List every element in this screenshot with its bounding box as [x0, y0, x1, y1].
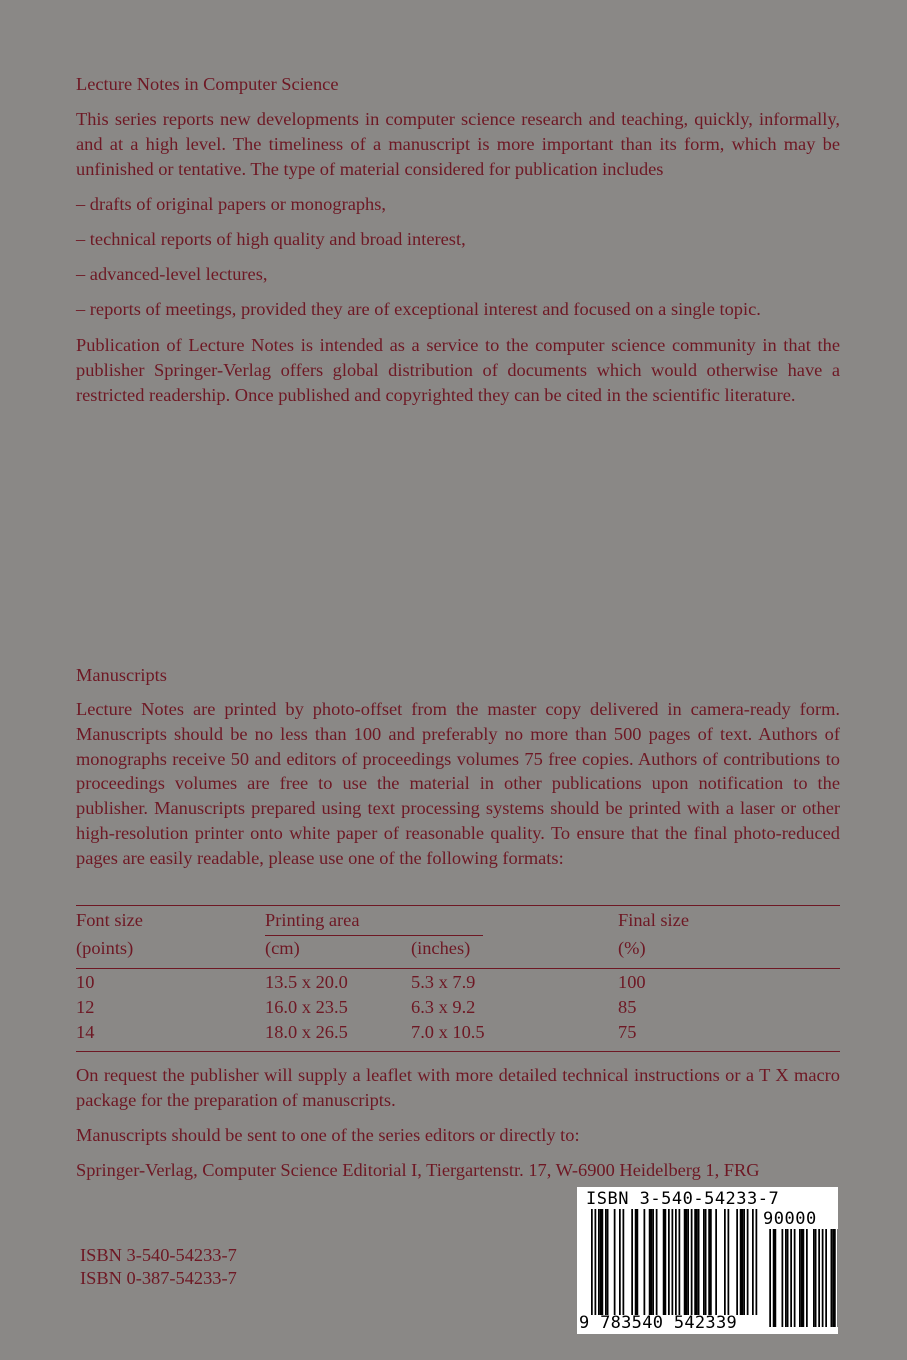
barcode-bar [747, 1209, 749, 1315]
header-inches: (inches) [411, 938, 471, 958]
barcode-addon-bar [822, 1229, 824, 1327]
barcode-addon-bar [785, 1229, 787, 1327]
table-cell-cm: 16.0 x 23.5 [265, 997, 348, 1017]
barcode-addon-bar [799, 1229, 801, 1327]
table-cell-inches: 5.3 x 7.9 [411, 972, 476, 992]
list-item: – technical reports of high quality and broad interest, [76, 229, 466, 249]
barcode-bar [694, 1209, 696, 1315]
barcode-addon-bar [782, 1229, 784, 1327]
barcode-addon-bar [775, 1229, 777, 1327]
manuscripts-heading: Manuscripts [76, 665, 167, 685]
barcode-price-code: 90000 [763, 1209, 817, 1229]
publisher-address: Springer-Verlag, Computer Science Editorial I, Tiergartenstr. 17, W-6900 Heidelberg 1, FRG [76, 1160, 760, 1180]
header-percent: (%) [618, 938, 646, 958]
barcode-bar [607, 1209, 609, 1315]
manuscripts-paragraph: Lecture Notes are printed by photo-offset from the master copy delivered in camera-ready form. Manuscripts should be no less than 100 and preferably no more than 500 pages of text. Authors of monographs receive 50 and editors of proceedings volumes 75 free copies. Authors of contributions to proceedings volumes are free to use the material in other publications upon notification to the publisher. Manuscripts prepared using text processing systems should be printed with a laser or other high-resolution printer onto white paper of reasonable quality. To ensure that the final photo-reduced pages are easily readable, please use one of the following formats: [76, 699, 840, 868]
publication-paragraph: Publication of Lecture Notes is intended as a service to the computer science community in that the publisher Springer-Verlag offers global distribution of documents which would otherwise have a restricted readership. Once published and copyrighted they can be cited in the scientific literature. [76, 335, 840, 405]
isbn-line-1: ISBN 3-540-54233-7 [80, 1245, 237, 1265]
table-cell-inches: 6.3 x 9.2 [411, 997, 476, 1017]
table-cell-font: 10 [76, 972, 95, 992]
barcode-isbn-label: ISBN 3-540-54233-7 [586, 1189, 780, 1209]
barcode-bar [679, 1209, 681, 1315]
barcode-bar [644, 1209, 646, 1315]
barcode-bar [663, 1209, 665, 1315]
barcode-addon-bar [794, 1229, 796, 1327]
barcode-bar [631, 1209, 633, 1315]
barcode-addon-bar [790, 1229, 792, 1327]
barcode-bar [665, 1209, 667, 1315]
barcode-bar [619, 1209, 621, 1315]
barcode-bar [728, 1209, 730, 1315]
send-paragraph: Manuscripts should be sent to one of the series editors or directly to: [76, 1125, 580, 1145]
list-item: – drafts of original papers or monographs, [76, 194, 387, 214]
barcode-bar [698, 1209, 700, 1315]
table-header-rule [76, 968, 840, 969]
barcode-addon-bar [815, 1229, 817, 1327]
intro-paragraph: This series reports new developments in computer science research and teaching, quickly, informally, and at a high level. The timeliness of a manuscript is more important than its form, which may be unfinished or tentative. The type of material considered for publication includes [76, 109, 840, 179]
barcode-bar [752, 1209, 754, 1315]
barcode-ean-number: 9 783540 542339 [579, 1313, 738, 1333]
header-points: (points) [76, 938, 134, 958]
barcode-addon-bar [834, 1229, 836, 1327]
barcode-bar [686, 1209, 688, 1315]
barcode-bar [649, 1209, 651, 1315]
header-cm: (cm) [265, 938, 300, 958]
barcode-bar [710, 1209, 712, 1315]
barcode-bar [602, 1209, 604, 1315]
table-cell-final: 85 [618, 997, 637, 1017]
barcode-bar [672, 1209, 674, 1315]
barcode-addon-bar [818, 1229, 820, 1327]
barcode-bar [740, 1209, 742, 1315]
barcode-bar [600, 1209, 602, 1315]
barcode-bar [651, 1209, 653, 1315]
table-cell-cm: 18.0 x 26.5 [265, 1022, 348, 1042]
barcode-bar [687, 1209, 689, 1315]
barcode-addon-bar [831, 1229, 833, 1327]
header-font-size: Font size [76, 910, 143, 930]
barcode-bar [605, 1209, 607, 1315]
table-cell-font: 12 [76, 997, 95, 1017]
table-cell-cm: 13.5 x 20.0 [265, 972, 348, 992]
table-cell-final: 75 [618, 1022, 637, 1042]
barcode-bar [637, 1209, 639, 1315]
barcode-bar [614, 1209, 616, 1315]
barcode-addon-bar [803, 1229, 805, 1327]
barcode [577, 1187, 838, 1334]
barcode-bar [736, 1209, 738, 1315]
barcode-bar [743, 1209, 745, 1315]
header-final-size: Final size [618, 910, 689, 930]
barcode-bar [691, 1209, 693, 1315]
barcode-addon-bar [806, 1229, 808, 1327]
barcode-bar [742, 1209, 744, 1315]
barcode-bar [724, 1209, 726, 1315]
barcode-addon-bar [832, 1229, 834, 1327]
barcode-bar [652, 1209, 654, 1315]
barcode-bar [708, 1209, 710, 1315]
barcode-bar [705, 1209, 707, 1315]
header-printing-area: Printing area [265, 910, 360, 930]
table-cell-final: 100 [618, 972, 646, 992]
barcode-addon-bar [838, 1229, 839, 1327]
barcode-addon-bar [769, 1229, 771, 1327]
barcode-bar [598, 1209, 600, 1315]
table-bottom-rule [76, 1051, 840, 1052]
barcode-addon-bar [813, 1229, 815, 1327]
barcode-addon-bar [787, 1229, 789, 1327]
barcode-bar [675, 1209, 677, 1315]
series-heading: Lecture Notes in Computer Science [76, 74, 339, 94]
list-item: – reports of meetings, provided they are of exceptional interest and focused on a single topic. [76, 299, 761, 319]
table-cell-inches: 7.0 x 10.5 [411, 1022, 485, 1042]
barcode-addon-bar [825, 1229, 827, 1327]
barcode-bar [715, 1209, 717, 1315]
barcode-bar [703, 1209, 705, 1315]
table-cell-font: 14 [76, 1022, 95, 1042]
list-item: – advanced-level lectures, [76, 264, 268, 284]
isbn-line-2: ISBN 0-387-54233-7 [80, 1268, 237, 1288]
barcode-bar [623, 1209, 625, 1315]
barcode-bar [684, 1209, 686, 1315]
barcode-bars [577, 1187, 838, 1334]
barcode-addon-bar [801, 1229, 803, 1327]
barcode-bar [696, 1209, 698, 1315]
printing-area-underline [265, 935, 483, 936]
barcode-bar [635, 1209, 637, 1315]
barcode-bar [591, 1209, 593, 1315]
leaflet-paragraph: On request the publisher will supply a leaflet with more detailed technical instructions or a T X macro package for the preparation of manuscripts. [76, 1065, 840, 1110]
table-top-rule [76, 905, 840, 906]
barcode-bar [656, 1209, 658, 1315]
barcode-bar [756, 1209, 758, 1315]
barcode-addon-bar [773, 1229, 775, 1327]
barcode-bar [668, 1209, 670, 1315]
barcode-bar [595, 1209, 597, 1315]
isbn-block [80, 1244, 237, 1290]
